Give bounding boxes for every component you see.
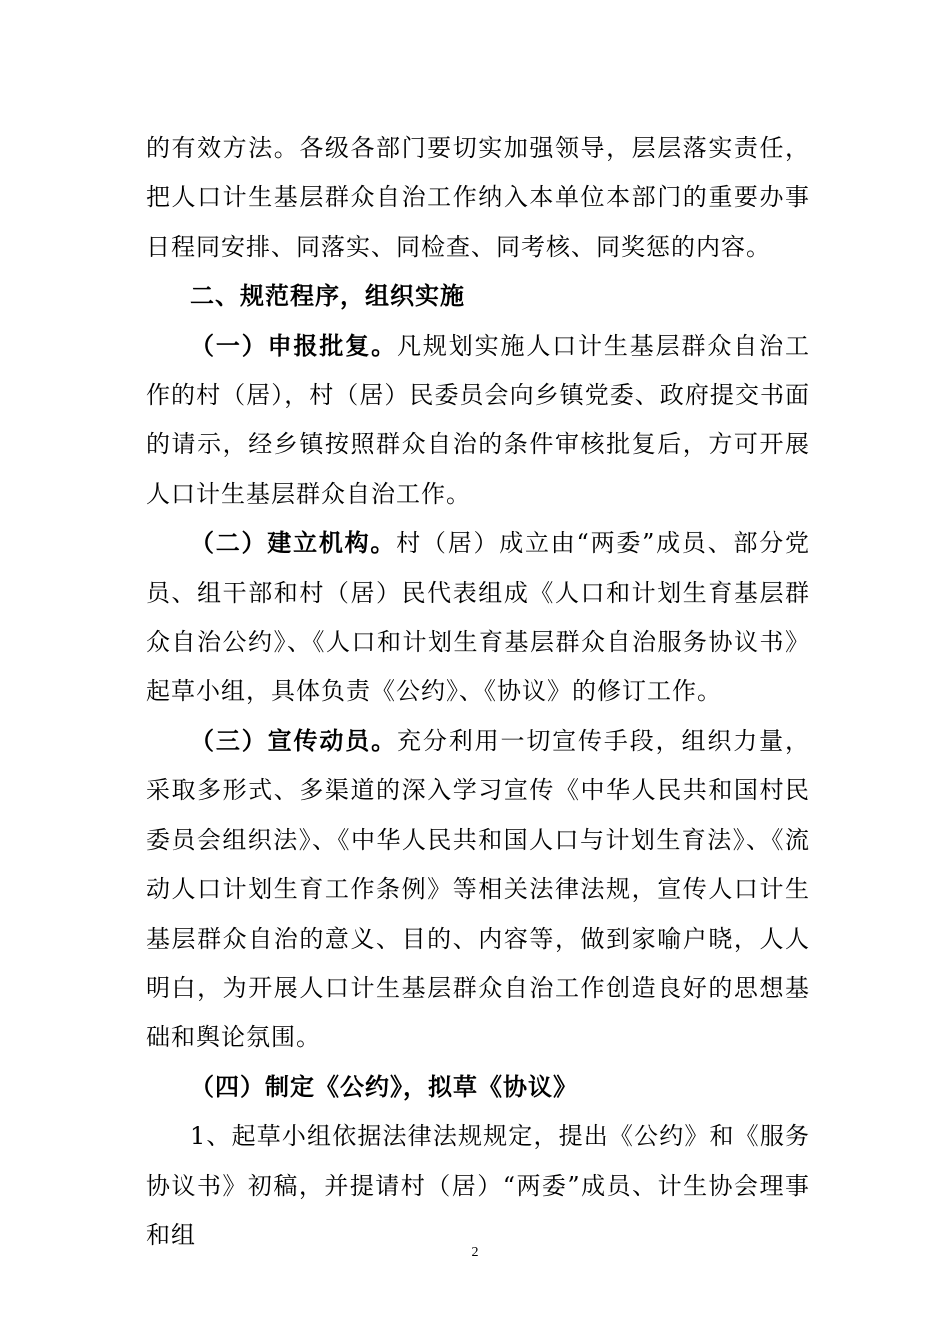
paragraph-continuation: 的有效方法。各级各部门要切实加强领导，层层落实责任，把人口计生基层群众自治工作纳入本单位本部门的重要办事日程同安排、同落实、同检查、同考核、同奖惩的内容。 bbox=[146, 134, 810, 261]
paragraph-apply-approve bbox=[146, 322, 810, 520]
subsection-body-2: 村（居）成立由“两委”成员、部分党员、组干部和村（居）民代表组成《人口和计划生育基层群众自治公约》、《人口和计划生育基层群众自治服务协议书》起草小组，具体负责《公约》、《协议》的修订工作。 bbox=[146, 529, 810, 706]
page-number: 2 bbox=[471, 1245, 479, 1260]
subsection-body-3: 充分利用一切宣传手段，组织力量，采取多形式、多渠道的深入学习宣传《中华人民共和国村民委员会组织法》、《中华人民共和国人口与计划生育法》、《流动人口计划生育工作条例》等相关法律法规，宣传人口计生基层群众自治的意义、目的、内容等，做到家喻户晓，人人明白，为开展人口计生基层群众自治工作创造良好的思想基础和舆论氛围。 bbox=[146, 726, 811, 1052]
document-body bbox=[146, 124, 810, 1260]
paragraph-publicity bbox=[146, 717, 810, 1063]
section-heading-2: 二、规范程序，组织实施 bbox=[190, 282, 465, 311]
list-item-1: 1、起草小组依据法律法规规定，提出《公约》和《服务协议书》初稿，并提请村（居）“两委”成员、计生协会理事和组 bbox=[146, 1122, 810, 1249]
subsection-title-4: （四）制定《公约》，拟草《协议》 bbox=[190, 1072, 578, 1101]
subsection-body-1: 凡规划实施人口计生基层群众自治工作的村（居），村（居）民委员会向乡镇党委、政府提交书面的请示，经乡镇按照群众自治的条件审核批复后，方可开展人口计生基层群众自治工作。 bbox=[146, 331, 811, 508]
subsection-title-3: （三）宣传动员。 bbox=[190, 726, 397, 755]
subsection-title-1: （一）申报批复。 bbox=[190, 331, 397, 360]
paragraph-establish-org bbox=[146, 519, 810, 717]
subsection-title-2: （二）建立机构。 bbox=[190, 529, 397, 558]
